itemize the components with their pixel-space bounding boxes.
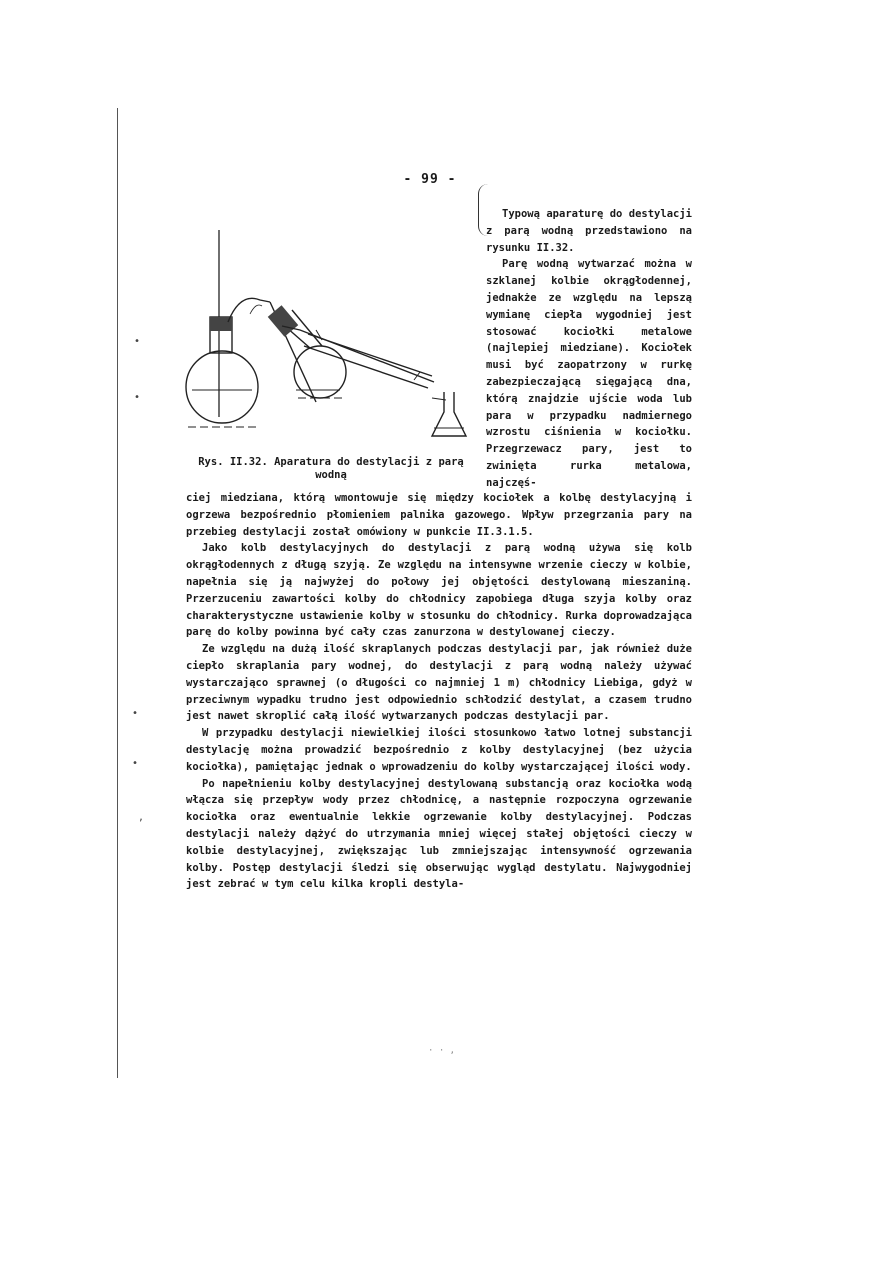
margin-speck: • bbox=[132, 758, 139, 769]
main-body-text bbox=[186, 490, 692, 893]
apparatus-drawing bbox=[170, 222, 470, 452]
steam-inlet-tube bbox=[228, 298, 270, 322]
right-column-text bbox=[486, 206, 692, 492]
margin-speck: • bbox=[132, 708, 139, 719]
paragraph: W przypadku destylacji niewielkiej ilości stosunkowo łatwo lotnej substancji destylację można prowadzić bezpośrednio z kolby destylacyjnej (bez użycia kociołka), pamiętając jednak o wprowadzeniu do kolby wystarczającej ilości wody. bbox=[186, 727, 692, 773]
scan-edge-line bbox=[117, 108, 118, 1078]
paragraph: Jako kolb destylacyjnych do destylacji z parą wodną używa się kolb okrągłodennych z długą szyją. Ze względu na intensywne wrzenie cieczy w kolbie, napełnia się ją najwyżej do połowy jej objętości destylowaną mieszaniną. Przerzuceniu zawartości kolby do chłodnicy zapobiega długa szyja kolby oraz charakterystyczne ustawienie kolby w stosunku do chłodnicy. Rurka doprowadzająca parę do kolby powinna być cały czas zanurzona w destylowanej cieczy. bbox=[186, 542, 692, 639]
paragraph: Po napełnieniu kolby destylacyjnej destylowaną substancją oraz kociołka wodą włącza się przepływ wody przez chłodnicę, a następnie rozpoczyna ogrzewanie kociołka oraz ewentualnie lekkie ogrzewanie kolby destylacyjnej. Podczas destylacji należy dążyć do utrzymania mniej więcej stałej objętości cieczy w kolbie destylacyjnej, zwiększając lub zmniejszając intensywność ogrzewania kolby. Postęp destylacji śledzi się obserwując wygląd destylatu. Najwygodniej jest zebrać w tym celu kilka kropli destyla- bbox=[186, 777, 692, 891]
steam-distillation-figure bbox=[170, 222, 470, 452]
page-number: - 99 - bbox=[403, 172, 457, 187]
margin-speck: , bbox=[138, 812, 145, 823]
vapor-tube bbox=[282, 326, 434, 382]
liebig-condenser bbox=[304, 334, 432, 388]
scan-noise: · · , bbox=[428, 1046, 456, 1056]
paragraph: Typową aparaturę do destylacji z parą wodną przedstawiono na rysunku II.32. bbox=[486, 208, 692, 254]
margin-speck: • bbox=[134, 392, 141, 403]
boiler-flask bbox=[186, 351, 258, 423]
figure-caption: Rys. II.32. Aparatura do destylacji z parą wodną bbox=[198, 456, 464, 481]
paragraph: Ze względu na dużą ilość skraplanych podczas destylacji par, jak również duże ciepło skraplania pary wodnej, do destylacji z parą wodną należy używać wystarczająco sprawnej (o długości co najmniej 1 m) chłodnicy Liebiga, gdyż w przeciwnym wypadku trudno jest odpowiednio schłodzić destylat, a czasem trudno jest nawet skroplić całą ilość wytwarzanych podczas destylacji par. bbox=[186, 643, 692, 723]
paragraph: Parę wodną wytwarzać można w szklanej kolbie okrągłodennej, jednakże ze względu na lepszą wymianę ciepła wygodniej jest stosować kociołki metalowe (najlepiej miedziane). Kociołek musi być zaopatrzony w rurkę zabezpieczającą sięgającą dna, którą znajdzie ujście woda lub para w przypadku nadmiernego wzrostu ciśnienia w kociołku. Przegrzewacz pary, jest to zwinięta rurka metalowa, najczęś- bbox=[486, 258, 692, 489]
margin-speck: • bbox=[134, 336, 141, 347]
paragraph: ciej miedziana, którą wmontowuje się między kociołek a kolbę destylacyjną i ogrzewa bezpośrednio płomieniem palnika gazowego. Wpływ przegrzania pary na przebieg destylacji został omówiony w punkcie II.3.1.5. bbox=[186, 492, 692, 538]
